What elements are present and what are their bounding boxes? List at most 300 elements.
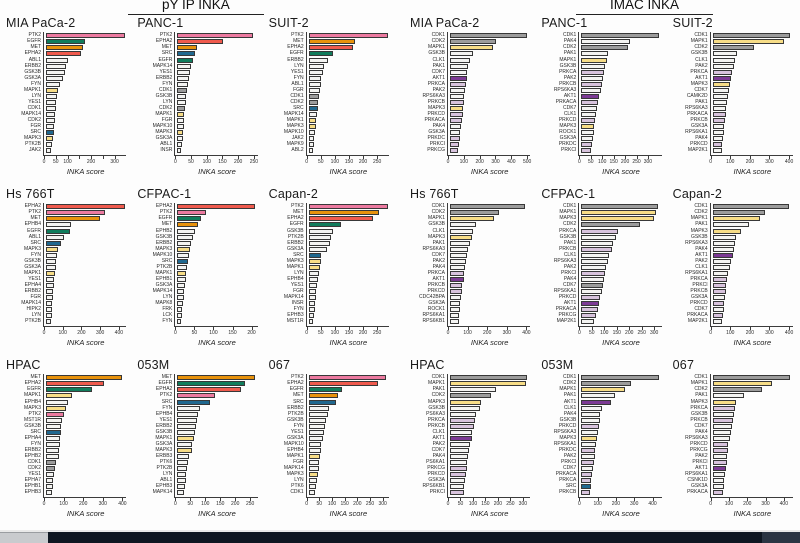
bar-prkdc bbox=[581, 448, 595, 453]
chart-row bbox=[2, 460, 127, 466]
chart-row bbox=[669, 130, 794, 136]
bar-mapk10 bbox=[309, 442, 322, 447]
bar-track bbox=[450, 289, 531, 294]
y-axis-line bbox=[710, 203, 711, 327]
kinase-label: MET bbox=[30, 215, 41, 222]
kinase-label: PAK2 bbox=[432, 86, 445, 93]
kinase-label: PRKCB bbox=[427, 98, 445, 105]
bar-track bbox=[713, 484, 794, 489]
kinase-label: INSR bbox=[160, 147, 173, 154]
chart-row bbox=[669, 405, 794, 411]
kinase-label: ROCK1 bbox=[559, 129, 577, 136]
bar-rps6ka3 bbox=[581, 88, 600, 93]
bar-track bbox=[46, 418, 127, 423]
kinase-label: PRKACA bbox=[555, 471, 577, 478]
chart-row bbox=[133, 478, 258, 484]
bar-lyn bbox=[309, 64, 325, 69]
chart-row bbox=[133, 265, 258, 271]
kinase-label: MAPK1 bbox=[559, 209, 577, 216]
kinase-label: EPHA2 bbox=[24, 380, 41, 387]
bar-track bbox=[309, 448, 390, 453]
kinase-label: AKT1 bbox=[695, 74, 708, 81]
bar-erbb2 bbox=[177, 424, 195, 429]
bar-egfr bbox=[309, 387, 342, 392]
x-axis-tick-label: 150 bbox=[218, 159, 227, 165]
kinase-label: EPHB2 bbox=[155, 227, 173, 234]
chart-row bbox=[133, 271, 258, 277]
x-axis-tick-label: 100 bbox=[59, 501, 68, 507]
bar-track bbox=[581, 130, 662, 135]
kinase-label: SRC bbox=[161, 50, 173, 57]
x-axis-tick-label: 50 bbox=[587, 159, 594, 165]
bar-gsk3a bbox=[713, 484, 724, 489]
kinase-label: PRKCA bbox=[559, 477, 577, 484]
bar-chart bbox=[669, 32, 794, 156]
chart-row bbox=[2, 136, 127, 142]
bar-track bbox=[581, 204, 662, 209]
bar-src bbox=[309, 400, 337, 405]
x-axis-title: INKA score bbox=[470, 167, 509, 176]
kinase-label: PRKCA bbox=[690, 404, 708, 411]
kinase-label: PAK2 bbox=[563, 263, 577, 270]
kinase-label: PAK1 bbox=[695, 392, 708, 399]
bar-track bbox=[581, 106, 662, 111]
kinase-label: AKT1 bbox=[563, 92, 577, 99]
x-axis-tick-label: 300 bbox=[110, 159, 119, 165]
x-axis-tick-label: 0 bbox=[173, 159, 177, 165]
chart-row bbox=[265, 265, 390, 271]
bar-akt1 bbox=[713, 466, 727, 471]
kinase-label: PAK1 bbox=[695, 98, 708, 105]
chart-row bbox=[537, 484, 662, 490]
chart-row bbox=[406, 430, 531, 436]
bar-mapk14 bbox=[46, 301, 52, 306]
bar-pak2 bbox=[581, 76, 602, 81]
chart-row bbox=[669, 210, 794, 216]
chart-row bbox=[669, 271, 794, 277]
chart-row bbox=[2, 51, 127, 57]
kinase-label: MET bbox=[161, 221, 173, 228]
chart-row bbox=[669, 424, 794, 430]
x-axis-tick-label: 150 bbox=[344, 330, 354, 336]
bar-track bbox=[581, 265, 662, 270]
bar-rock1 bbox=[450, 307, 460, 312]
chart-row bbox=[133, 253, 258, 259]
bar-track bbox=[309, 424, 390, 429]
kinase-label: PRKCA bbox=[427, 80, 445, 87]
kinase-label: MET bbox=[293, 392, 304, 399]
bar-mapk3 bbox=[309, 124, 316, 129]
chart-row bbox=[265, 430, 390, 436]
bar-track bbox=[177, 112, 258, 117]
chart-row bbox=[537, 448, 662, 454]
bar-rps6ka1 bbox=[581, 289, 601, 294]
x-axis-title: INKA score bbox=[66, 509, 105, 518]
bar-track bbox=[581, 118, 662, 123]
chart-row bbox=[669, 82, 794, 88]
bar-track bbox=[450, 148, 531, 153]
kinase-label: PTK2 bbox=[159, 32, 173, 39]
bar-track bbox=[713, 130, 794, 135]
chart-row bbox=[406, 106, 531, 112]
panel-title: Capan-2 bbox=[672, 187, 723, 201]
bar-prkca bbox=[450, 271, 464, 276]
chart-row bbox=[669, 94, 794, 100]
bar-gsk3b bbox=[309, 229, 333, 234]
x-axis-tick-label: 400 bbox=[648, 501, 657, 507]
bar-ptk2 bbox=[177, 33, 253, 38]
y-axis-line bbox=[174, 203, 175, 327]
bar-fyn bbox=[177, 319, 181, 324]
section-title-imac-inka: IMAC INKA bbox=[576, 0, 713, 15]
bar-track bbox=[713, 442, 794, 447]
bar-track bbox=[450, 387, 531, 392]
chart-row bbox=[669, 381, 794, 387]
kinase-label: FGR bbox=[293, 288, 304, 295]
kinase-label: PAK1 bbox=[695, 221, 708, 228]
kinase-label: CDK1 bbox=[431, 203, 445, 210]
x-axis-tick-label: 100 bbox=[724, 501, 734, 507]
kinase-label: CLK1 bbox=[432, 227, 445, 234]
chart-row bbox=[133, 204, 258, 210]
kinase-label: MAPK3 bbox=[286, 123, 304, 130]
bar-gsk3b bbox=[713, 412, 734, 417]
bar-track bbox=[46, 289, 127, 294]
bar-track bbox=[46, 400, 127, 405]
bar-prkcb bbox=[581, 490, 589, 495]
chart-row bbox=[265, 417, 390, 423]
bar-met bbox=[46, 375, 122, 380]
chart-row bbox=[406, 472, 531, 478]
bar-prkaca bbox=[450, 118, 462, 123]
bar-chart bbox=[133, 374, 258, 498]
bar-lyn bbox=[177, 295, 183, 300]
chart-row bbox=[265, 472, 390, 478]
kinase-label: PAK1 bbox=[432, 239, 445, 246]
kinase-label: RPS6KA3 bbox=[685, 105, 708, 112]
bar-track bbox=[581, 64, 662, 69]
kinase-label: PAK2 bbox=[432, 257, 445, 264]
bar-gsk3a bbox=[309, 436, 323, 441]
chart-row bbox=[406, 277, 531, 283]
bar-rps6kb1 bbox=[450, 484, 464, 489]
bar-track bbox=[46, 313, 127, 318]
bar-fgr bbox=[309, 289, 317, 294]
bar-mapk3 bbox=[309, 472, 319, 477]
bar-track bbox=[46, 430, 127, 435]
bar-track bbox=[177, 295, 258, 300]
chart-row bbox=[406, 210, 531, 216]
chart-row bbox=[537, 319, 662, 325]
bar-ptk2b bbox=[46, 142, 52, 147]
kinase-label: RPS6KA1 bbox=[685, 471, 708, 478]
kinase-label: SRC bbox=[30, 239, 41, 246]
chart-row bbox=[669, 63, 794, 69]
bar-pak1 bbox=[581, 393, 615, 398]
kinase-label: PAK1 bbox=[563, 392, 577, 399]
bar-track bbox=[46, 100, 127, 105]
bar-pak1 bbox=[581, 51, 608, 56]
x-axis-title: INKA score bbox=[602, 338, 640, 347]
bar-track bbox=[177, 229, 258, 234]
bar-mapk3 bbox=[46, 247, 58, 252]
kinase-label: LYN bbox=[162, 98, 173, 105]
bar-track bbox=[713, 307, 794, 312]
x-axis-tick-label: 0 bbox=[42, 330, 46, 336]
x-axis-tick-label: 300 bbox=[765, 330, 774, 336]
bar-track bbox=[46, 106, 127, 111]
kinase-label: FGR bbox=[30, 123, 41, 130]
bar-track bbox=[581, 283, 662, 288]
bar-ephb1 bbox=[46, 484, 53, 489]
chart-row bbox=[406, 124, 531, 130]
bar-track bbox=[177, 94, 258, 99]
chart-row bbox=[133, 112, 258, 118]
chart-row bbox=[265, 216, 390, 222]
chart-row bbox=[265, 411, 390, 417]
kinase-label: RPS6KA3 bbox=[553, 428, 577, 435]
bar-mapk3 bbox=[581, 436, 597, 441]
chart-row bbox=[265, 94, 390, 100]
kinase-label: GSK3B bbox=[559, 62, 577, 69]
x-axis-tick-label: 150 bbox=[609, 159, 618, 165]
bar-track bbox=[713, 88, 794, 93]
chart-row bbox=[265, 381, 390, 387]
bar-ephb3 bbox=[46, 490, 52, 495]
x-axis bbox=[711, 327, 793, 336]
bar-mapk1 bbox=[309, 454, 321, 459]
kinase-label: CDK1 bbox=[158, 86, 173, 93]
bar-track bbox=[309, 313, 390, 318]
kinase-label: RPS6KA3 bbox=[553, 257, 577, 264]
x-axis bbox=[307, 327, 389, 336]
bar-pak4 bbox=[450, 454, 468, 459]
chart-row bbox=[406, 301, 531, 307]
chart-row bbox=[2, 45, 127, 51]
chart-row bbox=[265, 33, 390, 39]
kinase-label: EPHB4 bbox=[287, 447, 304, 454]
chart-row bbox=[537, 490, 662, 496]
bar-rps6ka3 bbox=[713, 436, 730, 441]
bar-track bbox=[713, 58, 794, 63]
chart-row bbox=[537, 124, 662, 130]
kinase-label: GSK3B bbox=[24, 257, 41, 264]
kinase-label: GSK3B bbox=[559, 416, 577, 423]
kinase-label: PRKCG bbox=[689, 447, 708, 454]
kinase-label: EPHA2 bbox=[24, 50, 41, 57]
bar-mapk1 bbox=[177, 271, 186, 276]
bar-track bbox=[46, 58, 127, 63]
bar-track bbox=[309, 307, 390, 312]
chart-row bbox=[265, 240, 390, 246]
bar-track bbox=[46, 70, 127, 75]
bar-prkcb bbox=[450, 424, 474, 429]
bar-gsk3b bbox=[46, 424, 61, 429]
chart-row bbox=[133, 130, 258, 136]
panel-mia-paca-2-imac bbox=[406, 13, 537, 184]
kinase-label: PAK2 bbox=[432, 440, 445, 447]
chart-row bbox=[537, 210, 662, 216]
chart-row bbox=[2, 448, 127, 454]
bar-track bbox=[713, 478, 794, 483]
chart-row bbox=[2, 265, 127, 271]
kinase-label: RPS6KA3 bbox=[422, 245, 445, 252]
bar-fyn bbox=[46, 253, 57, 258]
kinase-label: PAK2 bbox=[695, 453, 708, 460]
chart-row bbox=[265, 234, 390, 240]
x-axis-tick-label: 100 bbox=[468, 501, 478, 507]
bar-pak4 bbox=[713, 136, 723, 141]
bar-track bbox=[713, 289, 794, 294]
bar-track bbox=[450, 130, 531, 135]
bar-track bbox=[450, 100, 531, 105]
chart-row bbox=[133, 277, 258, 283]
bar-track bbox=[713, 448, 794, 453]
chart-row bbox=[2, 204, 127, 210]
bar-prkci bbox=[581, 148, 591, 153]
bar-track bbox=[46, 241, 127, 246]
bar-track bbox=[450, 400, 531, 405]
x-axis-tick-label: 400 bbox=[522, 330, 531, 336]
bar-ptk2 bbox=[46, 210, 105, 215]
x-axis-tick-label: 100 bbox=[726, 330, 735, 336]
kinase-label: PRKCG bbox=[427, 147, 445, 154]
chart-row bbox=[265, 301, 390, 307]
x-axis-title: INKA score bbox=[470, 338, 509, 347]
bar-mapk3 bbox=[450, 235, 472, 240]
chart-row bbox=[537, 130, 662, 136]
x-axis bbox=[44, 498, 126, 507]
kinase-label: PTK2B bbox=[25, 141, 41, 148]
bar-prkci bbox=[713, 283, 727, 288]
panel-title: MIA PaCa-2 bbox=[6, 16, 76, 30]
bar-track bbox=[581, 436, 662, 441]
kinase-label: EPHA2 bbox=[287, 215, 304, 222]
kinase-label: GSK3A bbox=[428, 129, 445, 136]
bar-src bbox=[177, 51, 195, 56]
chart-row bbox=[406, 118, 531, 124]
chart-row bbox=[265, 375, 390, 381]
bar-erbb2 bbox=[177, 241, 191, 246]
bar-track bbox=[450, 70, 531, 75]
kinase-label: PAK2 bbox=[563, 453, 577, 460]
chart-row bbox=[2, 271, 127, 277]
bar-track bbox=[450, 118, 531, 123]
chart-row bbox=[406, 148, 531, 154]
chart-row bbox=[537, 246, 662, 252]
bar-mapk14 bbox=[309, 295, 316, 300]
chart-row bbox=[2, 490, 127, 496]
bar-track bbox=[46, 259, 127, 264]
kinase-label: GSK3B bbox=[690, 233, 708, 240]
kinase-label: MAPK1 bbox=[559, 386, 577, 393]
kinase-label: MAPK1 bbox=[286, 263, 304, 270]
kinase-label: GSK3B bbox=[428, 50, 445, 57]
bar-mapk1 bbox=[713, 39, 785, 44]
bar-cdk2 bbox=[450, 210, 499, 215]
window-bottom-bar bbox=[0, 532, 800, 543]
kinase-label: MAPK1 bbox=[690, 215, 708, 222]
bar-track bbox=[177, 33, 258, 38]
bar-mapk1 bbox=[713, 381, 772, 386]
bar-gsk3b bbox=[713, 51, 737, 56]
chart-row bbox=[133, 424, 258, 430]
kinase-label: CDK1 bbox=[290, 489, 304, 496]
bar-track bbox=[309, 235, 390, 240]
bar-rps6ka3 bbox=[581, 259, 608, 264]
bar-track bbox=[450, 106, 531, 111]
bar-track bbox=[581, 301, 662, 306]
chart-row bbox=[537, 75, 662, 81]
kinase-label: MAP2K1 bbox=[687, 147, 708, 154]
bar-track bbox=[581, 136, 662, 141]
bar-fyn bbox=[309, 76, 322, 81]
x-axis-tick-label: 300 bbox=[650, 330, 659, 336]
kinase-label: SRC bbox=[30, 428, 41, 435]
bar-track bbox=[450, 301, 531, 306]
kinase-label: AKT1 bbox=[432, 276, 445, 283]
bar-track bbox=[46, 442, 127, 447]
bar-gsk3b bbox=[450, 406, 480, 411]
kinase-label: MAPK3 bbox=[690, 398, 708, 405]
bar-epha2 bbox=[46, 51, 81, 56]
panel-hpac-imac bbox=[406, 355, 537, 526]
kinase-label: EPHA2 bbox=[155, 38, 173, 45]
x-axis-tick-label: 100 bbox=[330, 330, 340, 336]
bar-track bbox=[713, 229, 794, 234]
bar-track bbox=[177, 466, 258, 471]
bar-track bbox=[450, 112, 531, 117]
bar-track bbox=[46, 460, 127, 465]
kinase-label: GSK3B bbox=[559, 233, 577, 240]
chart-row bbox=[133, 417, 258, 423]
bar-track bbox=[46, 472, 127, 477]
x-axis-tick-label: 400 bbox=[779, 501, 788, 507]
bar-mapk1 bbox=[450, 381, 526, 386]
kinase-label: PRKCI bbox=[429, 141, 445, 148]
bar-hipk2 bbox=[46, 307, 52, 312]
bar-track bbox=[581, 58, 662, 63]
chart-row bbox=[265, 63, 390, 69]
bar-pak4 bbox=[581, 277, 604, 282]
kinase-label: PRKCI bbox=[692, 459, 708, 466]
bar-akt1 bbox=[581, 301, 599, 306]
chart-row bbox=[133, 39, 258, 45]
bar-abl1 bbox=[46, 58, 68, 63]
kinase-label: PTK6 bbox=[159, 459, 173, 466]
chart-row bbox=[2, 484, 127, 490]
chart-row bbox=[406, 466, 531, 472]
bar-abl1 bbox=[177, 478, 185, 483]
bar-track bbox=[450, 430, 531, 435]
kinase-label: FGR bbox=[293, 86, 304, 93]
x-axis-tick-label: 0 bbox=[305, 501, 309, 507]
bar-track bbox=[46, 265, 127, 270]
x-axis-tick-label: 0 bbox=[305, 330, 309, 336]
chart-row bbox=[133, 45, 258, 51]
x-axis bbox=[448, 498, 530, 507]
x-axis-tick-label: 50 bbox=[187, 501, 194, 507]
bar-track bbox=[177, 319, 258, 324]
kinase-label: PRKCG bbox=[427, 465, 445, 472]
kinase-label: EGFR bbox=[158, 56, 173, 63]
bar-ptk6 bbox=[177, 460, 188, 465]
bar-track bbox=[46, 235, 127, 240]
bar-rps6ka1 bbox=[581, 442, 596, 447]
bar-track bbox=[450, 442, 531, 447]
chart-row bbox=[133, 216, 258, 222]
kinase-label: CDK7 bbox=[562, 282, 577, 289]
